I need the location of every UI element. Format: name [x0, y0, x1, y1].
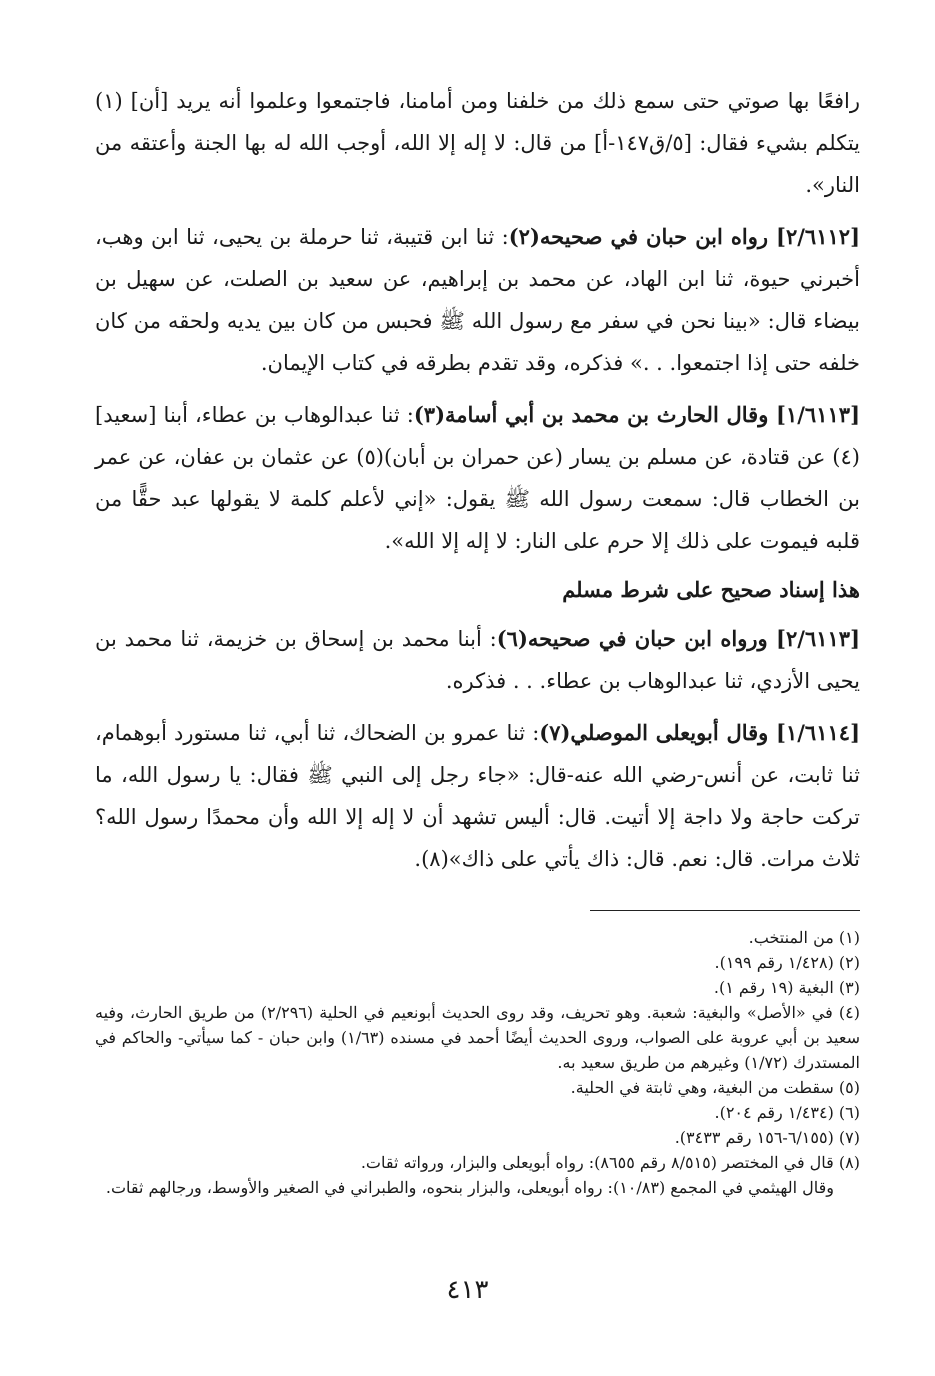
- hadith-ref-6112-2: [٢/٦١١٢] رواه ابن حبان في صحيحه(٢): [508, 224, 860, 249]
- paragraph-3-text: : ثنا عبدالوهاب بن عطاء، أبنا [سعيد](٤) عن قتادة، عن مسلم بن يسار (عن حمران بن أبان)(٥) عن عثمان بن عفان، عن عمر بن الخطاب قال: سمعت رسول الله ﷺ يقول: «إني لأعلم كلمة لا يقولها عبد حقًّا من قلبه فيموت على ذلك إلا حرم على النار: لا إله إلا الله».: [95, 403, 860, 553]
- footnote-4: (٤) في «الأصل» والبغية: شعبة. وهو تحريف، وقد روى الحديث أبونعيم في الحلية (٢/٢٩٦) من طريق الحارث، وفيه سعيد بن أبي عروبة على الصواب، وروى الحديث أيضًا أحمد في مسنده (١/٦٣) وابن حبان - كما سيأتي- والحاكم في المستدرك (١/٧٢) وغيرهم من طريق سعيد به.: [95, 1003, 860, 1072]
- hadith-ref-6114-1: [١/٦١١٤] وقال أبويعلى الموصلي(٧): [539, 720, 860, 745]
- paragraph-5-text: : ثنا عمرو بن الضحاك، ثنا أبي، ثنا مستورد أبوهمام، ثنا ثابت، عن أنس-رضي الله عنه-قال: «جاء رجل إلى النبي ﷺ فقال: يا رسول الله، ما تركت حاجة ولا داجة إلا أتيت. قال: أليس تشهد أن لا إله إلا الله وأن محمدًا رسول الله؟ ثلاث مرات. قال: نعم. قال: ذاك يأتي على ذاك»(٨).: [95, 721, 860, 871]
- paragraph-2-text: : ثنا ابن قتيبة، ثنا حرملة بن يحيى، ثنا ابن وهب، أخبرني حيوة، ثنا ابن الهاد، عن محمد بن إبراهيم، عن سعيد بن الصلت، عن سهيل بن بيضاء قال: «بينا نحن في سفر مع رسول الله ﷺ فحبس من كان بين يديه ولحقه من كان خلفه حتى إذا اجتمعوا. . .» فذكره، وقد تقدم بطرقه في كتاب الإيمان.: [95, 225, 860, 375]
- hadith-ref-6113-2: [٢/٦١١٣] ورواه ابن حبان في صحيحه(٦): [496, 626, 861, 651]
- footnote-5: (٥) سقطت من البغية، وهي ثابتة في الحلية.: [570, 1078, 860, 1097]
- paragraph-3: [95, 394, 860, 562]
- paragraph-4: [95, 618, 860, 702]
- footnote-8: (٨) قال في المختصر (٨/٥١٥ رقم ٨٦٥٥): رواه أبويعلى والبزار، ورواته ثقات.: [360, 1153, 860, 1172]
- footnote-1: (١) من المنتخب.: [748, 928, 860, 947]
- main-text: [95, 80, 860, 880]
- footnote-2: (٢) (١/٤٢٨ رقم ١٩٩).: [714, 953, 860, 972]
- footnote-3: (٣) البغية (١٩ رقم ١).: [713, 978, 860, 997]
- footnote-8-continuation: وقال الهيثمي في المجمع (١٠/٨٣): رواه أبويعلى، والبزار بنحوه، والطبراني في الصغير والأوسط، ورجالهم ثقات.: [105, 1178, 834, 1197]
- paragraph-5: [95, 712, 860, 880]
- footnote-divider: [590, 910, 860, 911]
- paragraph-1-text: رافعًا بها صوتي حتى سمع ذلك من خلفنا ومن أمامنا، فاجتمعوا وعلموا أنه يريد [أن] (١) يتكلم بشيء فقال: [٥/ق١٤٧-أ] من قال: لا إله إلا الله، أوجب الله له بها الجنة وأعتقه من النار».: [95, 89, 860, 197]
- hadith-ref-6113-1: [١/٦١١٣] وقال الحارث بن محمد بن أبي أسامة(٣): [413, 402, 860, 427]
- isnad-heading: هذا إسناد صحيح على شرط مسلم: [562, 577, 860, 602]
- page-number: ٤١٣: [446, 1275, 489, 1305]
- paragraph-2: [95, 216, 860, 384]
- footnote-6: (٦) (١/٤٣٤ رقم ٢٠٤).: [714, 1103, 860, 1122]
- footnote-7: (٧) (٦/١٥٥-١٥٦ رقم ٣٤٣٣).: [674, 1128, 860, 1147]
- footnotes: [95, 925, 860, 1200]
- paragraph-4-text: : أبنا محمد بن إسحاق بن خزيمة، ثنا محمد بن يحيى الأزدي، ثنا عبدالوهاب بن عطاء. . . فذكره.: [95, 627, 860, 693]
- paragraph-1: [95, 80, 860, 206]
